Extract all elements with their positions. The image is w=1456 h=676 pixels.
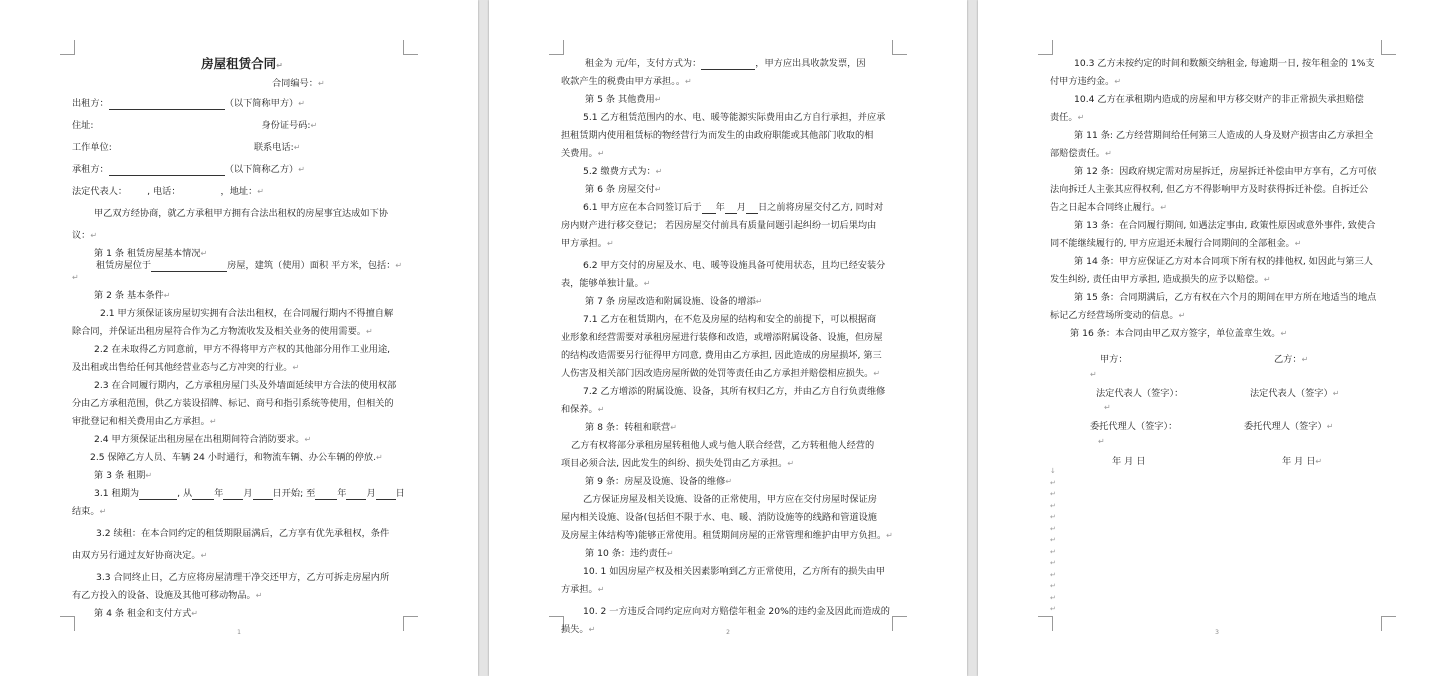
empty-paragraph: ↵	[1104, 403, 1111, 412]
legal-rep-signature-b: 法定代表人（签字）↵	[1250, 388, 1340, 399]
page-number: 2	[726, 629, 730, 636]
article-text: 3.1 租期为 , 从 年 月 日开始; 至 年 月 日	[94, 488, 405, 499]
article-text: 甲方承担。↵	[561, 238, 614, 249]
article-heading: 第 3 条 租期↵	[94, 470, 153, 481]
article-text: 10. 1 如因房屋产权及相关因素影响到乙方正常使用，乙方所有的损失由甲	[583, 566, 885, 577]
page-corner-mark	[549, 40, 564, 55]
article-text: 6.1 甲方应在本合同签订后于 年 月 日之前将房屋交付乙方, 同时对	[583, 202, 884, 213]
article-text: 损失。↵	[561, 624, 596, 635]
page-corner-mark	[60, 40, 75, 55]
signature-date-a: 年 月 日	[1112, 456, 1146, 467]
document-page-2	[489, 0, 967, 676]
article-text: 收款产生的税费由甲方承担。。↵	[561, 76, 692, 87]
article-text: 10.3 乙方未按约定的时间和数额交纳租金, 每逾期一日, 按年租金的 1%支	[1074, 58, 1375, 69]
empty-paragraph: ↵	[1090, 370, 1097, 379]
signature-date-b: 年 月 日↵	[1282, 456, 1323, 467]
article-text: 2.4 甲方须保证出租房屋在出租期间符合消防要求。↵	[94, 434, 312, 445]
page-number: 3	[1215, 629, 1219, 636]
article-text: 方承担。↵	[561, 584, 605, 595]
page-body	[1050, 58, 1390, 340]
article-text: 6.2 甲方交付的房屋及水、电、暖等设施具备可使用状态，且均已经安装分	[583, 260, 886, 271]
article-text: 业形象和经营需要对承租房屋进行装修和改造，或增添附属设备、设施，但房屋	[561, 332, 883, 343]
article-text: 2.2 在未取得乙方同意前，甲方不得将甲方产权的其他部分用作工业用途,	[94, 344, 391, 355]
page-body	[561, 58, 901, 636]
article-text: 告之日起本合同终止履行。↵	[1050, 202, 1167, 213]
article-text: 第 15 条：合同期满后，乙方有权在六个月的期间在甲方所在地适当的地点	[1074, 292, 1377, 303]
article-heading: 第 2 条 基本条件↵	[94, 290, 171, 301]
article-text: 2.3 在合同履行期内，乙方承租房屋门头及外墙面延续甲方合法的使用权部	[94, 380, 397, 391]
article-text: 5.2 缴费方式为：↵	[583, 166, 663, 177]
agent-signature-b: 委托代理人（签字）↵	[1244, 421, 1334, 432]
page-number: 1	[237, 629, 241, 636]
address-line: 住址: 身份证号码:↵	[72, 120, 318, 131]
article-text: 分由乙方承租范围，供乙方装设招牌、标记、商号和指引系统等使用，但相关的	[72, 398, 394, 409]
page-corner-mark	[892, 40, 907, 55]
legal-rep-signature-a: 法定代表人（签字）：	[1096, 388, 1184, 399]
intro-line: 议：↵	[72, 230, 98, 241]
article-text: 发生纠纷, 责任由甲方承担, 造成损失的应予以赔偿。↵	[1050, 274, 1271, 285]
article-text: 第 14 条：甲方应保证乙方对本合同项下所有权的排他权, 如因此与第三人	[1074, 256, 1373, 267]
article-text: 2.5 保障乙方人员、车辆 24 小时通行，和物流车辆、办公车辆的停放.↵	[90, 452, 383, 463]
lessor-line: 出租方： （以下简称甲方）↵	[72, 98, 305, 109]
article-text: 由双方另行通过友好协商决定。↵	[72, 550, 208, 561]
agent-signature-a: 委托代理人（签字）：	[1090, 421, 1178, 432]
document-page-1	[0, 0, 478, 676]
employer-line: 工作单位: 联系电话:↵	[72, 142, 301, 153]
page-corner-mark	[1381, 40, 1396, 55]
article-text: 屋内相关设施、设备(包括但不限于水、电、暖、消防设施等的线路和管道设施	[561, 512, 877, 523]
article-text: 法向拆迁人主张其应得权利, 但乙方不得影响甲方及时获得拆迁补偿。自拆迁公	[1050, 184, 1369, 195]
article-text: 标记乙方经营场所变动的信息。↵	[1050, 310, 1186, 321]
article-heading: 第 5 条 其他费用↵	[585, 94, 662, 105]
article-heading: 第 10 条：违约责任↵	[585, 548, 674, 559]
article-text: 5.1 乙方租赁范围内的水、电、暖等能源实际费用由乙方自行承担，并应承	[583, 112, 886, 123]
signature-party-b: 乙方：↵	[1274, 354, 1309, 365]
page-body	[72, 58, 412, 620]
article-text: 关费用。↵	[561, 148, 605, 159]
article-heading: 第 8 条：转租和联营↵	[585, 422, 677, 433]
article-text: 7.2 乙方增添的附属设施、设备，其所有权归乙方，并由乙方自行负责维修	[583, 386, 886, 397]
article-text: 担租赁期内使用租赁标的物经营行为而发生的由政府职能或其他部门收取的相	[561, 130, 874, 141]
article-text: 部赔偿责任。↵	[1050, 148, 1112, 159]
article-text: 除合同，并保证出租房屋符合作为乙方物流收发及相关业务的使用需要。↵	[72, 326, 373, 337]
signature-party-a: 甲方：	[1100, 354, 1128, 365]
contract-number-line: 合同编号：↵	[272, 78, 325, 89]
contract-title: 房屋租赁合同↵	[201, 56, 283, 71]
document-page-3	[978, 0, 1456, 676]
empty-paragraph-marks: ↓ ↵ ↵ ↵ ↵ ↵ ↵ ↵ ↵ ↵ ↵ ↵ ↵	[1050, 467, 1056, 613]
article-text: 7.1 乙方在租赁期内，在不危及房屋的结构和安全的前提下，可以根据商	[583, 314, 877, 325]
article-heading: 第 6 条 房屋交付↵	[585, 184, 662, 195]
article-text: 人伤害及相关部门因改造房屋所做的处罚等责任由乙方承担并赔偿相应损失。↵	[561, 368, 881, 379]
article-text: 同不能继续履行的, 甲方应退还未履行合同期间的全部租金。↵	[1050, 238, 1302, 249]
page-corner-mark	[403, 40, 418, 55]
lessee-line: 承租方： （以下简称乙方）↵	[72, 164, 305, 175]
article-heading: 第 1 条 租赁房屋基本情况↵	[94, 248, 208, 259]
article-text: 第 12 条：因政府规定需对房屋拆迁，房屋拆迁补偿由甲方享有，乙方可依	[1074, 166, 1377, 177]
intro-line: 甲乙双方经协商，就乙方承租甲方拥有合法出租权的房屋事宜达成如下协	[94, 208, 388, 219]
article-text: 的结构改造需要另行征得甲方同意, 费用由乙方承担, 因此造成的房屋损坏, 第三	[561, 350, 882, 361]
article-text: 3.2 续租：在本合同约定的租赁期限届满后，乙方享有优先承租权，条件	[96, 528, 390, 539]
article-text: 表，能够单独计量。↵	[561, 278, 651, 289]
article-heading: 第 9 条：房屋及设施、设备的维修↵	[585, 476, 733, 487]
empty-paragraph: ↵	[72, 273, 79, 282]
article-text: 租赁房屋位于 房屋，建筑（使用）面积 平方米，包括：↵	[96, 260, 403, 271]
legal-rep-line: 法定代表人： , 电话： ，地址：↵	[72, 186, 264, 197]
article-text: 审批登记和相关费用由乙方承担。↵	[72, 416, 217, 427]
article-text: 2.1 甲方须保证该房屋切实拥有合法出租权，在合同履行期内不得擅自解	[100, 308, 394, 319]
article-text: 及出租或出售给任何其他经营业态与乙方冲突的行业。↵	[72, 362, 300, 373]
article-text: 项目必须合法, 因此发生的纠纷、损失处罚由乙方承担。↵	[561, 458, 795, 469]
article-heading: 第 4 条 租金和支付方式↵	[94, 608, 198, 619]
article-text: 3.3 合同终止日，乙方应将房屋清理干净交还甲方，乙方可拆走房屋内所	[96, 572, 390, 583]
empty-paragraph: ↵	[1098, 437, 1105, 446]
article-heading: 第 7 条 房屋改造和附属设施、设备的增添↵	[585, 296, 763, 307]
article-text: 租金为 元/年，支付方式为： ，甲方应出具收款发票，因	[585, 58, 866, 69]
article-text: 房内财产进行移交登记； 若因房屋交付前具有质量问题引起纠纷一切后果均由	[561, 220, 877, 231]
article-text: 结束。↵	[72, 506, 107, 517]
article-text: 乙方有权将部分承租房屋转租他人或与他人联合经营，乙方转租他人经营的	[571, 440, 875, 451]
page-corner-mark	[1038, 40, 1053, 55]
article-text: 10.4 乙方在承租期内造成的房屋和甲方移交财产的非正常损失承担赔偿	[1074, 94, 1364, 105]
article-text: 付甲方违约金。↵	[1050, 76, 1122, 87]
article-text: 及房屋主体结构等)能够正常使用。租赁期间房屋的正常管理和维护由甲方负担。↵	[561, 530, 893, 541]
article-text: 有乙方投入的设备、设施及其他可移动物品。↵	[72, 590, 263, 601]
article-text: 第 13 条：在合同履行期间, 如遇法定事由, 政策性原因或意外事件, 致使合	[1074, 220, 1376, 231]
article-text: 10. 2 一方违反合同约定应向对方赔偿年租金 20%的违约金及因此而造成的	[583, 606, 890, 617]
article-text: 乙方保证房屋及相关设施、设备的正常使用，甲方应在交付房屋时保证房	[583, 494, 877, 505]
article-text: 第 11 条: 乙方经营期间给任何第三人造成的人身及财产损害由乙方承担全	[1074, 130, 1374, 141]
article-text: 第 16 条：本合同由甲乙双方签字，单位盖章生效。↵	[1070, 328, 1288, 339]
article-text: 责任。↵	[1050, 112, 1085, 123]
article-text: 和保养。↵	[561, 404, 605, 415]
